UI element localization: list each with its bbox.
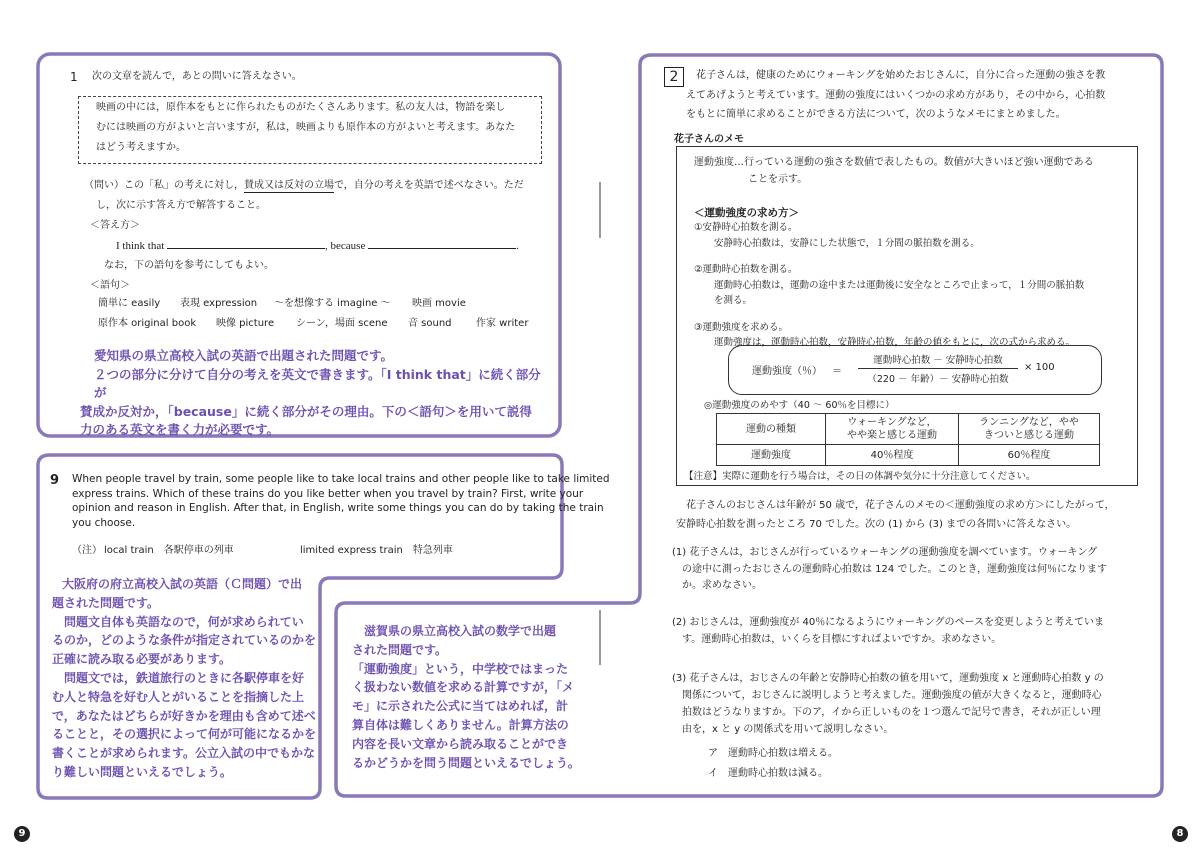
page-number-left-text: 9 (18, 828, 26, 839)
intensity-guide: ◎運動強度のめやす（40 ～ 60％を目標に） (704, 400, 895, 411)
commentary-line: るのか，どのような条件が指定されているのかを (52, 633, 317, 648)
table-cell: 運動の種類 (717, 414, 826, 445)
method-steps (694, 220, 1130, 351)
problem2-number: 2 (669, 69, 679, 85)
q3-line: (3) 花子さんは，おじさんの年齢と安静時心拍数の値を用いて，運動強度 x と運動時心拍数 y の (672, 673, 1104, 684)
commentary-line: く扱わない数値を求める計算ですが，「メ (352, 680, 575, 695)
problem9-commentary (52, 575, 318, 782)
commentary-line: 力のある英文を書く力が必要です。 (80, 422, 280, 437)
commentary-line: 内容を長い文章から読み取ることができ (352, 736, 569, 751)
formula-multiplier: × 100 (1024, 362, 1055, 373)
problem1-prompt: 次の文章を読んで，あとの問いに答えなさい。 (92, 71, 302, 82)
memo-caution: 【注意】実際に運動を行う場合は，その日の体調や気分に十分注意してください。 (684, 471, 1036, 482)
step-line: 運動時心拍数は，運動の途中または運動後に安全なところで止まって，１分間の脈拍数 (714, 279, 1085, 291)
answer-heading: ＜答え方＞ (90, 220, 140, 231)
commentary-line: 題された問題です。 (52, 595, 160, 610)
commentary-line: り難しい問題といえるでしょう。 (52, 764, 232, 779)
problem9-line: you choose. (72, 516, 136, 529)
intensity-table-wrap (716, 413, 1100, 466)
formula-equals: ＝ (832, 366, 842, 377)
q1-line: の途中に測ったおじさんの運動時心拍数は 124 でした。このとき，運動強度は何％になります (682, 563, 1108, 575)
problem9-line: When people travel by train, some people like to take local trains and other people like to take limited (72, 473, 610, 485)
formula-denominator: （220 － 年齢）－ 安静時心拍数 (867, 374, 1009, 385)
vocab-heading: ＜語句＞ (90, 280, 130, 291)
page-number-right (1172, 826, 1188, 842)
method-heading: ＜運動強度の求め方＞ (694, 207, 799, 219)
vocab-note: なお，下の語句を参考にしてもよい。 (104, 260, 274, 271)
question-line2: し，次に示す答え方で解答すること。 (96, 200, 266, 211)
q3-line: 関係について，おじさんに説明しようと考えました。運動強度の値が大きくなると，運動時心 (682, 690, 1102, 701)
commentary-line: 賛成か反対か，「because」に続く部分がその理由。下の＜語句＞を用いて説得 (80, 403, 532, 419)
commentary-line: 「運動強度」という，中学校ではまった (352, 661, 569, 676)
commentary-line: 算自体は難しくありません。計算方法の (352, 717, 569, 732)
commentary-line: 問題文では，鉄道旅行のときに各駅停車を好 (52, 670, 305, 685)
step-line: 運動強度は，運動時心拍数，安静時心拍数，年齢の値をもとに，次の式から求める。 (714, 337, 1076, 348)
problem2-lead (676, 496, 1146, 534)
passage-line: はどう考えますか。 (96, 142, 186, 153)
table-row (717, 414, 1100, 445)
vocab-item: ～を想像する imagine ～ (274, 298, 391, 309)
table-cell: ウォーキングなど， やや楽と感じる運動 (826, 414, 959, 445)
commentary-line: 正確に読み取る必要があります。 (52, 652, 232, 667)
q1-line: か。求めなさい。 (682, 580, 762, 591)
formula-left: 運動強度（％） (752, 366, 822, 377)
answer-because: , because (325, 240, 366, 252)
intro-line: をもとに簡単に求めることができる方法について，次のようなメモにまとめました。 (686, 109, 1066, 120)
passage-line: 映画の中には，原作本をもとに作られたものがたくさんあります。私の友人は，物語を楽し (96, 102, 506, 113)
vocab-item: 映像 picture (216, 318, 275, 329)
formula-numerator: 運動時心拍数 － 安静時心拍数 (873, 355, 1003, 366)
commentary-line: 愛知県の県立高校入試の英語で出題された問題です。 (94, 348, 394, 363)
intensity-table (716, 413, 1100, 466)
step-line: ③運動強度を求める。 (694, 321, 789, 333)
problem2-q1 (672, 545, 1146, 595)
problem9-note-1: local train 各駅停車の列車 (104, 545, 234, 556)
step-line: 安静時心拍数は，安静にした状態で，１分間の脈拍数を測る。 (714, 237, 980, 249)
memo-def-line: ことを示す。 (748, 174, 808, 185)
commentary-line: モ」に示された公式に当てはめれば，計 (352, 699, 569, 714)
problem2-q3 (672, 670, 1146, 738)
commentary-line: で，あなたはどちらが好きかを理由も含めて述べ (52, 708, 316, 723)
question-text: で，自分の考えを英語で述べなさい。ただ (334, 180, 524, 191)
vocab-item: 原作本 original book (98, 318, 197, 329)
problem2-intro (686, 66, 1146, 125)
commentary-line: るかどうかを問う問題といえるでしょう。 (352, 755, 580, 770)
problem9-line: opinion and reason in English. After that, in English, write some things you can do by taking the train (72, 502, 604, 514)
q1-line: (1) 花子さんは，おじさんが行っているウォーキングの運動強度を調べています。ウォーキング (672, 547, 1098, 558)
intro-line: えてあげようと考えています。運動の強度にはいくつかの求め方があり，その中から，心拍数 (686, 89, 1106, 101)
commentary-line: 問題文自体も英語なので，何が求められてい (52, 614, 304, 629)
vocab-item: 映画 movie (412, 298, 466, 309)
lead-line: 安静時心拍数を測ったところ 70 でした。次の (1) から (3) までの各問いに答えなさい。 (676, 519, 1077, 530)
problem2-number-box (664, 67, 684, 87)
q2-line: (2) おじさんは，運動強度が 40％になるようにウォーキングのペースを変更しようと考えていま (672, 617, 1105, 628)
shiga-commentary (352, 622, 624, 772)
memo-def-line: 運動強度…行っている運動の強さを数値で表したもの。数値が大きいほど強い運動である (694, 157, 1094, 168)
question-text: この「私」の考えに対し， (124, 180, 244, 191)
commentary-line: された問題です。 (352, 642, 448, 657)
table-cell: 40％程度 (826, 445, 959, 466)
vocab-item: 作家 writer (476, 318, 529, 329)
vocab-item: シーン，場面 scene (296, 318, 388, 329)
question-underlined: 賛成又は反対の立場 (244, 180, 334, 191)
step-line: ②運動時心拍数を測る。 (694, 264, 798, 275)
intro-line: 花子さんは，健康のためにウォーキングを始めたおじさんに，自分に合った運動の強さを教 (696, 70, 1106, 81)
answer-blank-1 (167, 236, 325, 249)
problem1-number: 1 (70, 70, 78, 84)
problem9-number: 9 (50, 473, 60, 488)
formula-fraction-bar (858, 368, 1018, 369)
page-number-left (14, 826, 30, 842)
vocab-item: 簡単に easily (98, 298, 161, 309)
memo-title: 花子さんのメモ (674, 134, 744, 145)
table-cell: 運動強度 (717, 445, 826, 466)
problem2-q2 (672, 615, 1146, 648)
problem1-commentary (80, 347, 550, 440)
step-line: を測る。 (714, 295, 753, 306)
commentary-line: む人と特急を好む人とがいることを指摘した上 (52, 689, 305, 704)
table-cell: ランニングなど，やや きついと感じる運動 (959, 414, 1100, 445)
vocab-item: 表現 expression (180, 298, 258, 309)
vocab-item: 音 sound (408, 318, 452, 329)
commentary-line: 滋賀県の県立高校入試の数学で出題 (352, 624, 557, 638)
question-label: （問い） (84, 180, 124, 191)
step-line: ①安静時心拍数を測る。 (694, 222, 798, 233)
problem9-note-2: limited express train 特急列車 (300, 545, 453, 556)
page-number-right-text: 8 (1176, 828, 1184, 839)
commentary-line: ２つの部分に分けて自分の考えを英文で書きます。「I think that」に続く部分が (94, 366, 541, 400)
problem1-passage (96, 98, 536, 158)
answer-blank-2 (368, 236, 516, 249)
choice-a: ア 運動時心拍数は増える。 (708, 748, 838, 759)
problem9-text (72, 472, 610, 530)
problem9-note-label: （注） (72, 545, 102, 556)
problem1-question (84, 176, 544, 196)
commentary-line: 書くことが求められます。公立入試の中でもかな (52, 746, 316, 761)
q2-line: す。運動時心拍数は，いくらを目標にすればよいですか。求めなさい。 (682, 633, 1002, 645)
q3-line: 拍数はどうなりますか。下のア，イから正しいものを１つ選んで記号で書き，それが正しい理 (682, 707, 1101, 718)
answer-period: . (516, 240, 519, 252)
table-row (717, 445, 1100, 466)
table-cell: 60％程度 (959, 445, 1100, 466)
lead-line: 花子さんのおじさんは年齢が 50 歳で，花子さんのメモの＜運動強度の求め方＞にしたがって， (686, 500, 1115, 511)
commentary-line: ることと，その選択によって何が可能になるかを (52, 727, 317, 742)
q3-line: 由を，x と y の関係式を用いて説明しなさい。 (682, 724, 894, 735)
answer-format (116, 236, 519, 256)
answer-think: I think that (116, 240, 165, 252)
choice-b: イ 運動時心拍数は減る。 (708, 768, 828, 779)
memo-definition (694, 154, 1124, 188)
problem9-line: express trains. Which of these trains do you like better when you travel by train? First, write your (72, 487, 584, 500)
passage-line: むには映画の方がよいと言いますが，私は，映画よりも原作本の方がよいと考えます。あなた (96, 122, 516, 133)
commentary-line: 大阪府の府立高校入試の英語（Ｃ問題）で出 (62, 577, 303, 591)
